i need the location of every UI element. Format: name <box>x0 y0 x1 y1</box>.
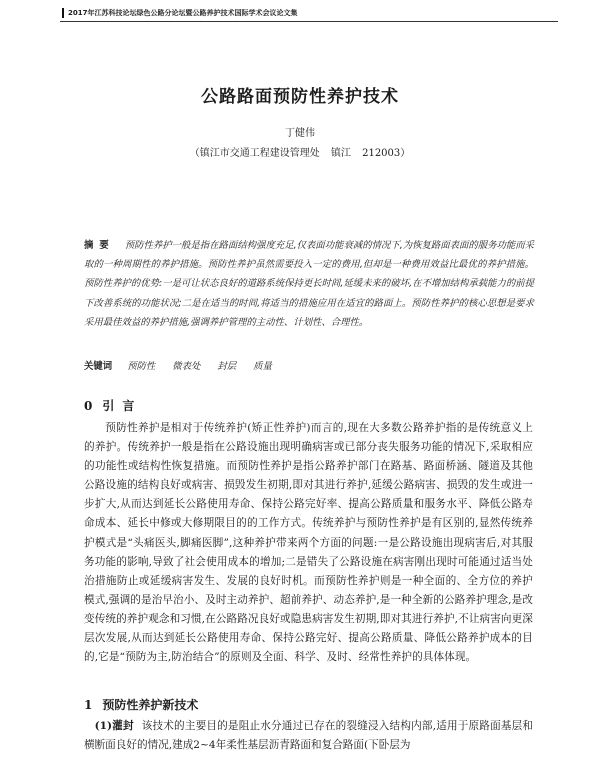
keyword: 质量 <box>253 361 272 372</box>
keyword: 预防性 <box>127 361 156 372</box>
keyword: 封层 <box>217 361 237 372</box>
subsection-label: (1)灌封 <box>94 720 134 732</box>
running-head-text: 2017年江苏科技论坛绿色公路分论坛暨公路养护技术国际学术会议论文集 <box>68 9 298 17</box>
keywords <box>84 358 534 372</box>
affiliation-postcode: 212003） <box>362 148 411 159</box>
running-head-bar <box>62 8 64 18</box>
section-number: 1 <box>84 698 93 712</box>
section-number: 0 <box>84 399 93 413</box>
section-heading-introduction <box>84 397 142 414</box>
technology-text: 该技术的主要目的是阻止水分通过已存在的裂缝浸入结构内部,适用于原路面基层和横断面良好的情况,建成2~4年柔性基层沥青路面和复合路面(下卧层为 <box>84 720 533 752</box>
keywords-label: 关键词 <box>84 361 113 372</box>
section-title: 引言 <box>102 399 143 413</box>
author: 丁健伟 <box>285 128 315 139</box>
header-rule <box>60 21 558 22</box>
abstract-text: 预防性养护一般是指在路面结构强度充足,仅表面功能衰减的情况下,为恢复路面表面的服务功能而采取的一种周期性的养护措施。预防性养护虽然需要投入一定的费用,但却是一种费用效益比最优的养护措施。预防性养护的优势:一是可让状态良好的道路系统保持更长时间,延缓未来的破坏,在不增加结构承载能力的前提下改善系统的功能状况;二是在适当的时间,将适当的措施应用在适宜的路面上。预防性养护的核心思想是要求采用最佳效益的养护措施,强调养护管理的主动性、计划性、合理性。 <box>84 240 534 328</box>
introduction-paragraph: 预防性养护是相对于传统养护(矫正性养护)而言的,现在大多数公路养护指的是传统意义上的养护。传统养护一般是指在公路设施出现明确病害或已部分丧失服务功能的情况下,采取相应的功能性或结构性恢复措施。而预防性养护是指公路养护部门在路基、路面桥涵、隧道及其他公路设施的结构良好或病害、损毁发生初期,即对其进行养护,延缓公路病害、损毁的发生或进一步扩大,从而达到延长公路使用寿命、保持公路完好率、提高公路质量和服务水平、降低公路寿命成本、延长中修或大修期限目的的工作方式。传统养护与预防性养护是有区别的,显然传统养护模式是“头痛医头,脚痛医脚”,这种养护带来两个方面的问题:一是公路设施出现病害后,对其服务功能的影响,导致了社会使用成本的增加;二是错失了公路设施在病害刚出现时可能通过适当处治措施防止或延缓病害发生、发展的良好时机。而预防性养护则是一种全面的、全方位的养护模式,强调的是治早治小、及时主动养护、超前养护、动态养护,是一种全新的公路养护理念,是改变传统的养护观念和习惯,在公路路况良好或隐患病害发生初期,即对其进行养护,不让病害向更深层次发展,从而达到延长公路使用寿命、保持公路完好、提高公路质量、降低公路养护成本的目的,它是“预防为主,防治结合”的原则及全面、科学、及时、经常性养护的具体体现。 <box>84 422 533 664</box>
affiliation-city: 镇江 <box>330 148 351 159</box>
technology-paragraph <box>84 717 533 755</box>
section-heading-new-technology <box>84 696 198 713</box>
affiliation <box>0 144 600 159</box>
section-title: 预防性养护新技术 <box>102 698 199 712</box>
affiliation-org: （镇江市交通工程建设管理处 <box>189 148 320 159</box>
abstract-label: 摘要 <box>84 240 115 251</box>
paper-title: 公路路面预防性养护技术 <box>201 87 399 107</box>
keyword: 微表处 <box>172 361 201 372</box>
running-head <box>62 8 562 18</box>
abstract <box>84 236 534 332</box>
